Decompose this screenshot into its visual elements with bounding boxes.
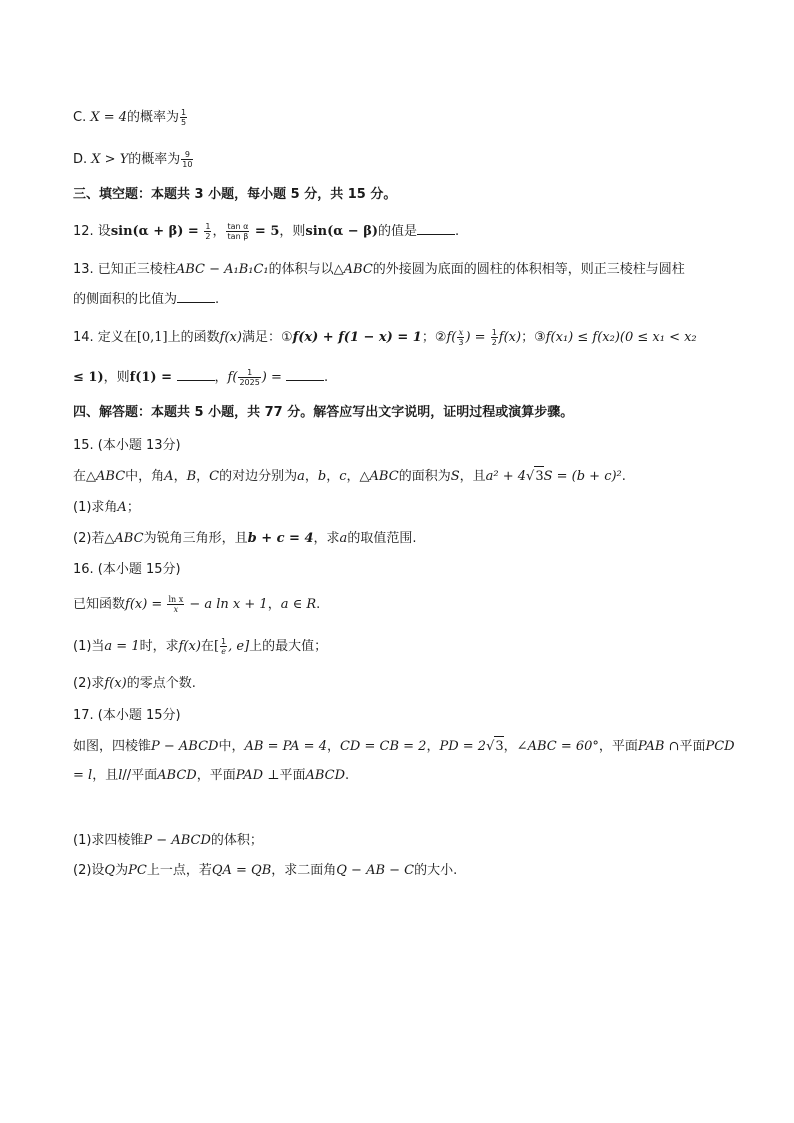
- text-run: 平面: [279, 768, 306, 783]
- q13-math-1: ABC − A₁B₁C₁: [175, 262, 269, 277]
- text-run: 的体积；: [210, 833, 263, 848]
- text-run: .: [316, 597, 321, 612]
- q12-comma: ，: [212, 224, 226, 239]
- question-16-header: 16. (本小题 15分): [73, 562, 181, 577]
- text-run: PC: [128, 863, 147, 878]
- q14-fraction-2: [491, 328, 498, 347]
- text-run: .: [345, 768, 350, 783]
- q12-end: .: [455, 224, 460, 239]
- text-run: 3: [534, 466, 543, 487]
- fraction-part: tan β: [227, 232, 249, 241]
- text-run: (2)求: [73, 676, 105, 691]
- question-14-line-1: [73, 328, 697, 348]
- fraction-part: 2: [491, 338, 497, 347]
- text-run: △ABC: [86, 469, 126, 484]
- option-d: [73, 150, 194, 170]
- text-run: b + c = 4: [247, 531, 314, 546]
- text-run: ，且: [459, 469, 486, 484]
- fraction-part: 10: [182, 160, 193, 169]
- q14-math-6: ≤ 1): [73, 370, 104, 385]
- question-15-part-1: [73, 498, 140, 518]
- text-run: 的大小.: [414, 863, 458, 878]
- option-d-math: X > Y: [91, 152, 129, 167]
- question-15-header: 15. (本小题 13分): [73, 438, 181, 453]
- text-run: (2)若: [73, 531, 105, 546]
- option-c-fraction: [180, 108, 187, 127]
- text-run: 已知函数: [73, 597, 126, 612]
- text-run: a² + 4: [485, 469, 527, 484]
- text-run: //平面: [122, 768, 158, 783]
- text-run: Q − AB − C: [336, 863, 415, 878]
- fraction-part: 2025: [239, 378, 260, 387]
- text-run: 为锐角三角形，且: [143, 531, 248, 546]
- option-c-text: 的概率为: [127, 110, 180, 125]
- q14-math-1: [0,1]: [136, 330, 168, 345]
- q14-comma: ，: [214, 370, 228, 385]
- question-12: [73, 222, 459, 242]
- fraction-part: 1: [238, 368, 260, 378]
- q16-interval-fraction: [220, 637, 227, 656]
- text-run: ，: [326, 469, 340, 484]
- q13-prefix: 13. 已知正三棱柱: [73, 262, 176, 277]
- text-run: = l: [73, 768, 93, 783]
- text-run: 时，求: [139, 639, 179, 654]
- q14-answer-blank-2[interactable]: [286, 368, 324, 381]
- text-run: ，且: [92, 768, 119, 783]
- q12-answer-blank[interactable]: [417, 222, 455, 235]
- text-run: ，: [304, 469, 318, 484]
- q14-text-1: 上的函数: [167, 330, 220, 345]
- section-4-heading: 四、解答题：本题共 5 小题，共 77 分。解答应写出文字说明，证明过程或演算步骤。: [73, 405, 574, 420]
- text-run: 的对边分别为: [219, 469, 298, 484]
- text-run: − a ln x + 1: [185, 597, 268, 612]
- text-run: l: [118, 768, 123, 783]
- text-run: f(x) =: [125, 597, 167, 612]
- text-run: a = 1: [104, 639, 140, 654]
- q14-math-8a: f(: [227, 370, 238, 385]
- q14-math-4b: ) =: [465, 330, 490, 345]
- q14-math-4a: f(: [446, 330, 457, 345]
- text-run: ，: [346, 469, 360, 484]
- text-run: 如图，四棱锥: [73, 739, 152, 754]
- text-run: AB = PA = 4: [244, 739, 327, 754]
- question-14-line-2: [73, 368, 328, 388]
- text-run: 在: [200, 639, 214, 654]
- section-3-heading: 三、填空题：本题共 3 小题，每小题 5 分，共 15 分。: [73, 187, 397, 202]
- fraction-part: 1: [491, 328, 497, 337]
- text-run: , e]: [228, 639, 250, 654]
- text-run: (1)当: [73, 639, 105, 654]
- text-run: C: [209, 469, 220, 484]
- q12-math-2: = 5: [250, 224, 280, 239]
- text-run: 的面积为: [398, 469, 451, 484]
- q12-fraction-2: [226, 222, 249, 241]
- question-16-body: [73, 595, 320, 615]
- fraction-part: x: [173, 605, 179, 614]
- text-run: a ∈ R: [280, 597, 317, 612]
- text-run: (1)求四棱锥: [73, 833, 144, 848]
- q13-text-2: 的外接圆为底面的圆柱的体积相等，则正三棱柱与圆柱: [372, 262, 685, 277]
- text-run: (1)求角: [73, 500, 118, 515]
- text-run: CD = CB = 2: [339, 739, 427, 754]
- text-run: 上一点，若: [146, 863, 212, 878]
- text-run: 中，: [218, 739, 245, 754]
- q13-math-2: △ABC: [333, 262, 373, 277]
- text-run: 中，角: [125, 469, 165, 484]
- text-run: ，: [426, 739, 440, 754]
- q14-text-2: 满足：①: [241, 330, 293, 345]
- option-d-fraction: [181, 150, 193, 169]
- q14-math-2: f(x): [219, 330, 242, 345]
- q12-math-1: sin(α + β) =: [110, 224, 204, 239]
- text-run: √: [486, 739, 495, 754]
- question-16-part-1: [73, 637, 327, 657]
- text-run: PD = 2: [439, 739, 487, 754]
- q14-math-4c: f(x): [498, 330, 522, 345]
- fraction-part: 5: [181, 118, 187, 127]
- text-run: ，平面: [598, 739, 638, 754]
- fraction-part: 9: [181, 150, 193, 160]
- question-13-line-1: [73, 260, 685, 280]
- q14-text-4: ；③: [521, 330, 546, 345]
- text-run: A: [117, 500, 127, 515]
- text-run: f(x): [104, 676, 127, 691]
- fraction-part: tan α: [227, 222, 249, 231]
- q14-math-8b: ) =: [261, 370, 287, 385]
- option-c-label: C.: [73, 110, 91, 125]
- option-d-label: D.: [73, 152, 92, 167]
- q12-text-2: 的值是: [378, 224, 418, 239]
- text-run: PAB ∩: [637, 739, 680, 754]
- text-run: .: [621, 469, 626, 484]
- text-run: Q: [104, 863, 116, 878]
- text-run: ，: [267, 597, 281, 612]
- text-run: B: [186, 469, 197, 484]
- text-run: ，求二面角: [271, 863, 337, 878]
- text-run: ，: [173, 469, 187, 484]
- text-run: [: [213, 639, 220, 654]
- text-run: △ABC: [359, 469, 399, 484]
- option-d-text: 的概率为: [128, 152, 181, 167]
- text-run: c: [339, 469, 347, 484]
- text-run: S = (b + c)²: [543, 469, 622, 484]
- q14-fraction-1: [457, 328, 464, 347]
- text-run: ABCD: [305, 768, 346, 783]
- q13-end: .: [215, 292, 220, 307]
- q14-math-3: f(x) + f(1 − x) = 1: [292, 330, 422, 345]
- text-run: 在: [73, 469, 87, 484]
- q14-text-3: ；②: [421, 330, 447, 345]
- fraction-part: 1: [181, 108, 187, 117]
- text-run: √: [526, 469, 535, 484]
- q13-text-1: 的体积与以: [268, 262, 334, 277]
- text-run: 的取值范围.: [347, 531, 417, 546]
- fraction-part: x: [458, 328, 464, 337]
- text-run: 3: [494, 736, 503, 757]
- text-run: ，平面: [196, 768, 236, 783]
- text-run: QA = QB: [211, 863, 272, 878]
- text-run: ，: [326, 739, 340, 754]
- q13-text-3: 的侧面积的比值为: [73, 292, 178, 307]
- text-run: f(x): [178, 639, 201, 654]
- text-run: 为: [115, 863, 129, 878]
- text-run: ∠ABC = 60°: [516, 739, 599, 754]
- fraction-part: 3: [458, 338, 464, 347]
- text-run: PCD: [705, 739, 735, 754]
- text-run: 平面: [679, 739, 706, 754]
- q14-answer-blank-1[interactable]: [177, 368, 215, 381]
- question-17-part-2: [73, 861, 457, 881]
- question-15-part-2: [73, 529, 416, 549]
- question-17-part-1: [73, 831, 263, 851]
- question-17-body-line-1: [73, 736, 735, 757]
- q13-answer-blank[interactable]: [177, 290, 215, 303]
- text-run: P − ABCD: [151, 739, 219, 754]
- text-run: (2)设: [73, 863, 105, 878]
- fraction-part: ln x: [168, 595, 184, 604]
- q14-prefix: 14. 定义在: [73, 330, 137, 345]
- q14-math-5: f(x₁) ≤ f(x₂)(0 ≤ x₁ < x₂: [545, 330, 697, 345]
- question-17-body-line-2: [73, 766, 349, 786]
- q14-fraction-3: [238, 368, 260, 387]
- text-run: a: [297, 469, 305, 484]
- text-run: ，求: [313, 531, 340, 546]
- question-17-header: 17. (本小题 15分): [73, 708, 181, 723]
- q16-fraction: [167, 595, 184, 614]
- q14-end: .: [324, 370, 329, 385]
- text-run: △ABC: [104, 531, 144, 546]
- question-15-body: [73, 466, 626, 487]
- fraction-part: e: [221, 647, 226, 656]
- q12-text-1: ，则: [279, 224, 306, 239]
- text-run: 的零点个数.: [126, 676, 196, 691]
- text-run: ，: [196, 469, 210, 484]
- text-run: P − ABCD: [143, 833, 211, 848]
- text-run: b: [317, 469, 327, 484]
- option-c: [73, 108, 188, 128]
- option-c-math: X = 4: [90, 110, 128, 125]
- text-run: A: [164, 469, 174, 484]
- question-13-line-2: [73, 290, 219, 310]
- text-run: S: [450, 469, 460, 484]
- text-run: PAD ⊥: [235, 768, 280, 783]
- fraction-part: 2: [205, 232, 211, 241]
- q12-fraction-1: [204, 222, 211, 241]
- text-run: ；: [126, 500, 140, 515]
- q12-prefix: 12. 设: [73, 224, 111, 239]
- text-run: ，: [503, 739, 517, 754]
- text-run: ABCD: [157, 768, 197, 783]
- q14-text-5: ，则: [103, 370, 130, 385]
- text-run: 上的最大值；: [249, 639, 328, 654]
- q12-math-3: sin(α − β): [305, 224, 379, 239]
- fraction-part: 1: [205, 222, 211, 231]
- question-16-part-2: [73, 674, 196, 694]
- fraction-part: 1: [221, 637, 227, 646]
- text-run: a: [339, 531, 348, 546]
- q14-math-7: f(1) =: [129, 370, 177, 385]
